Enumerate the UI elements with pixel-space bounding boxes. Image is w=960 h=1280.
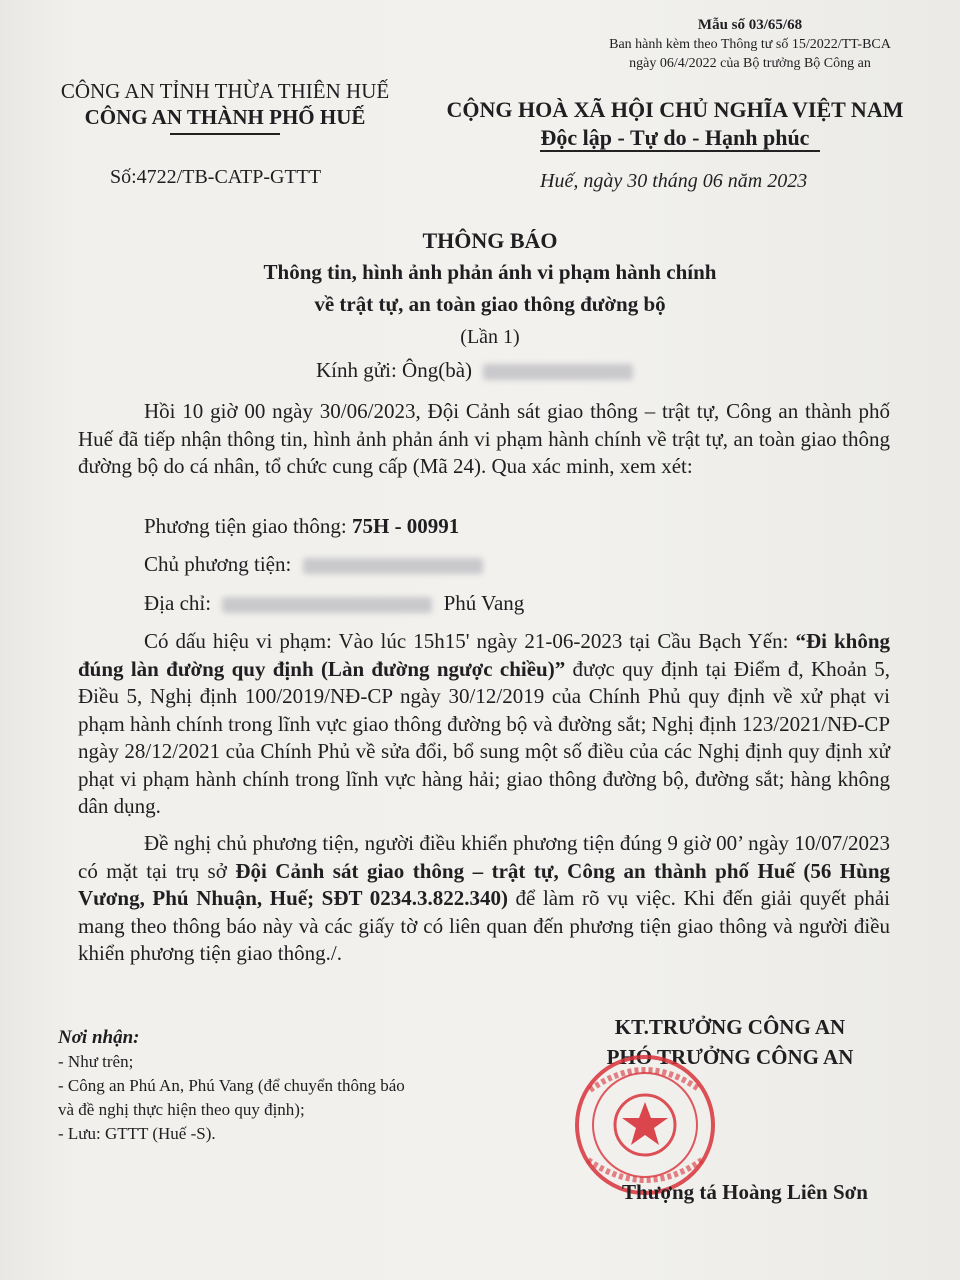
- document-date: Huế, ngày 30 tháng 06 năm 2023: [540, 170, 808, 192]
- agency-parent: CÔNG AN TỈNH THỪA THIÊN HUẾ: [60, 79, 390, 103]
- signer-name: Thượng tá Hoàng Liên Sơn: [622, 1180, 868, 1204]
- address-field: [144, 591, 524, 616]
- redacted-address: [222, 597, 432, 613]
- violation-legal-basis: được quy định tại Điểm đ, Khoản 5, Điều 5, Nghị định 100/2019/NĐ-CP ngày 30/12/2019 của Chính Phủ quy định về xử phạt vi phạm hành chính trong lĩnh vực giao thông đường bộ và đường sắt; Nghị định 123/2021/NĐ-CP ngày 28/12/2021 của Chính Phủ về sửa đổi, bổ sung một số điều của các Nghị định quy định xử phạt vi phạm hành chính trong lĩnh vực hàng hải; giao thông đường bộ, đường sắt; hàng không dân dụng.: [78, 656, 890, 818]
- address-district: Phú Vang: [443, 591, 525, 615]
- agency-header: [30, 78, 420, 130]
- agency-unit: CÔNG AN THÀNH PHỐ HUẾ: [84, 105, 366, 129]
- national-header: [440, 96, 910, 152]
- form-reference: [600, 16, 900, 73]
- request-office: Đội Cảnh sát giao thông – trật tự, Công an thành phố Huế (56 Hùng Vương, Phú Nhuận, Huế; SĐT 0234.3.822.340): [78, 858, 890, 910]
- vehicle-plate: 75H - 00991: [351, 514, 460, 538]
- request-part-2: để làm rõ vụ việc. Khi đến giải quyết phải mang theo thông báo này và các giấy tờ có liên quan đến phương tiện giao thông và người điều khiển phương tiện giao thông./.: [78, 886, 890, 965]
- signature-title-2: PHÓ TRƯỞNG CÔNG AN: [606, 1045, 854, 1069]
- intro-paragraph: Hồi 10 giờ 00 ngày 30/06/2023, Đội Cảnh sát giao thông – trật tự, Công an thành phố Huế đã tiếp nhận thông tin, hình ảnh phản ánh vi phạm hành chính về trật tự, an toàn giao thông đường bộ do cá nhân, tổ chức cung cấp (Mã 24). Qua xác minh, xem xét:: [78, 399, 890, 478]
- recipient-label: Kính gửi: Ông(bà): [316, 358, 473, 382]
- nation-name: CỘNG HOÀ XÃ HỘI CHỦ NGHĨA VIỆT NAM: [446, 97, 904, 122]
- owner-field: [144, 552, 483, 577]
- request-part-1: Đề nghị chủ phương tiện, người điều khiển phương tiện đúng 9 giờ 00’ ngày 10/07/2023 có mặt tại trụ sở: [78, 831, 890, 883]
- title-line-1: Thông tin, hình ảnh phản ánh vi phạm hành chính: [263, 260, 717, 284]
- title-block: [60, 226, 920, 354]
- violation-paragraph: [78, 628, 890, 821]
- notice-round: (Lần 1): [460, 326, 520, 348]
- form-code: Mẫu số 03/65/68: [697, 17, 803, 33]
- nation-motto: Độc lập - Tự do - Hạnh phúc: [540, 125, 810, 150]
- form-issued-line-2: ngày 06/4/2022 của Bộ trưởng Bộ Công an: [629, 56, 871, 71]
- owner-label: Chủ phương tiện:: [144, 552, 292, 576]
- official-seal-icon: [570, 1050, 720, 1200]
- address-label: Địa chỉ:: [144, 591, 212, 615]
- motto-underline: [540, 150, 820, 152]
- redacted-recipient-name: [483, 364, 633, 380]
- vehicle-label: Phương tiện giao thông:: [144, 514, 347, 538]
- redacted-owner-name: [303, 558, 483, 574]
- recipient-item-2b: và đề nghị thực hiện theo quy định);: [58, 1100, 305, 1119]
- recipient-line: [316, 358, 633, 383]
- violation-offense: “Đi không đúng làn đường quy định (Làn đường ngược chiều)”: [78, 629, 891, 681]
- violation-lead: Có dấu hiệu vi phạm: Vào lúc 15h15' ngày 21-06-2023 tại Cầu Bạch Yến:: [144, 629, 789, 653]
- recipients-heading: Nơi nhận:: [58, 1027, 140, 1048]
- agency-underline: [170, 133, 280, 135]
- title-line-2: về trật tự, an toàn giao thông đường bộ: [314, 292, 666, 316]
- recipient-item-2a: - Công an Phú An, Phú Vang (để chuyển thông báo: [58, 1076, 405, 1095]
- document-number: Số:4722/TB-CATP-GTTT: [110, 166, 322, 188]
- recipients-list: [58, 1026, 405, 1146]
- form-issued-line-1: Ban hành kèm theo Thông tư số 15/2022/TT-BCA: [609, 37, 891, 52]
- signature-title-1: KT.TRƯỞNG CÔNG AN: [614, 1015, 846, 1039]
- vehicle-field: [144, 514, 459, 539]
- document-title: THÔNG BÁO: [422, 228, 558, 253]
- recipient-item-1: - Như trên;: [58, 1052, 134, 1071]
- request-paragraph: [78, 830, 890, 968]
- recipient-item-3: - Lưu: GTTT (Huế -S).: [58, 1124, 216, 1143]
